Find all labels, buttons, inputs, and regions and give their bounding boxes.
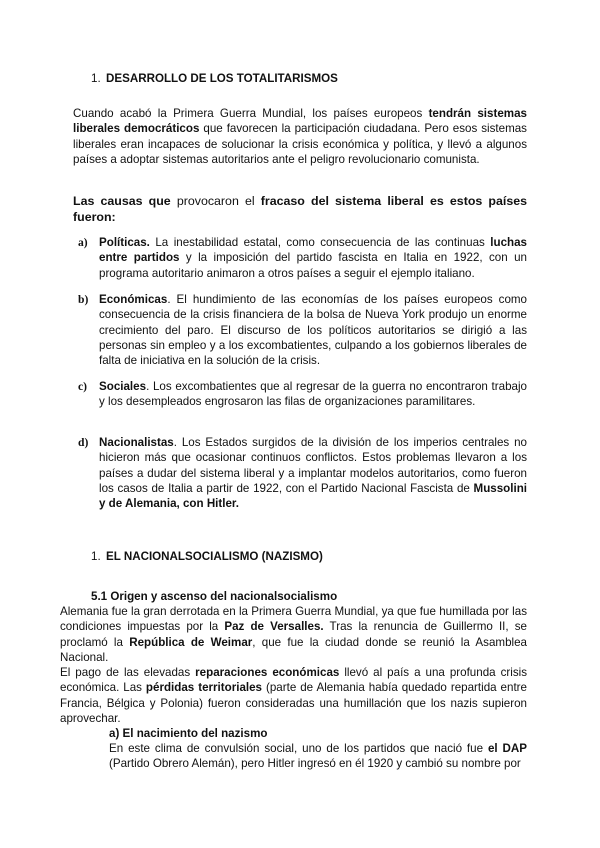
item-title: Económicas <box>99 293 168 306</box>
list-marker: b) <box>78 293 89 306</box>
item-text: y la imposición del partido fascista en Italia en 1922, con un programa autoritario animaron a otros países a seguir el ejemplo italiano. <box>99 251 528 280</box>
p2-bold: reparaciones económicas <box>195 666 340 679</box>
item-text: . El hundimiento de las economías de los países europeos como consecuencia de la crisis financiera de la bolsa de Nueva York produjo un enorme crecimiento del paro. El discurso de los políticos autoritarios se dirigió a las personas sin empleo y a los excombatientes, culpando a los gobiernos liberales de falta de iniciativa en la solución de la crisis. <box>99 293 527 368</box>
p1-text: Tras la renuncia de Guillermo II, se proclamó la <box>60 620 527 649</box>
item-title: Políticas. <box>99 236 150 249</box>
section-number: 1. <box>91 550 101 563</box>
intro-bold: tendrán sistemas liberales democráticos <box>73 107 527 136</box>
causes-text: provocaron el <box>170 194 261 208</box>
section-heading-totalitarismos <box>91 71 338 86</box>
item-text: . Los Estados surgidos de la división de los imperios centrales no hicieron más que ocasionar continuos conflictos. Estos problemas llevaron a los países a dudar del sistema liberal y a implantar modelos autoritarios, como fueron los casos de Italia a partir de 1922, con el Partido Nacional Fascista de <box>99 436 527 495</box>
p3-text: (Partido Obrero Alemán), pero Hitler ingresó en él 1920 y cambió su nombre por <box>109 757 521 771</box>
item-text: La inestabilidad estatal, como consecuencia de las continuas <box>149 236 491 249</box>
p3-bold: el DAP <box>487 742 528 755</box>
item-title: Nacionalistas <box>99 436 174 449</box>
subsection-title-origen: 5.1 Origen y ascenso del nacionalsocialismo <box>91 590 338 603</box>
p2-text: (parte de Alemania había quedado repartida entre Francia, Bélgica y Polonia) fueron consideradas una humillación que los nazis supieron aprovechar. <box>60 681 527 725</box>
causes-bold-2: fracaso del sistema liberal es estos países fueron: <box>73 194 528 224</box>
section-number: 1. <box>91 72 101 85</box>
intro-paragraph <box>73 106 527 167</box>
item-text: . Los excombatientes que al regresar de la guerra no encontraron trabajo y los desempleados engrosaron las filas de organizaciones paramilitares. <box>99 380 527 409</box>
subsection-title-nacimiento: a) El nacimiento del nazismo <box>109 727 268 740</box>
list-item-economicas <box>78 292 527 368</box>
p3-text: En este clima de convulsión social, uno de los partidos que nació fue <box>109 742 488 755</box>
p1-text: Alemania fue la gran derrotada en la Primera Guerra Mundial, ya que fue humillada por las condiciones impuestas por la <box>60 605 527 634</box>
list-item-politicas <box>78 235 527 281</box>
item-bold: Mussolini y de Alemania, con Hitler. <box>99 481 527 511</box>
p1-text: , que fue la ciudad donde se reunió la Asamblea Nacional. <box>60 635 527 664</box>
list-marker: d) <box>78 436 89 449</box>
list-marker: a) <box>78 236 88 249</box>
intro-text-2: que favorecen la participación ciudadana. Pero esos sistemas liberales eran incapaces de solucionar la crisis económica y política, y llevó a algunos países a adoptar sistemas autoritarios ante el peligro revolucionario comunista. <box>73 122 527 166</box>
list-marker: c) <box>78 380 88 393</box>
item-bold: luchas entre partidos <box>99 236 527 265</box>
paragraph-alemania <box>60 604 527 665</box>
item-title: Sociales <box>99 380 147 393</box>
p2-text: llevó al país a una profunda crisis económica. Las <box>60 666 527 695</box>
p2-text: El pago de las elevadas <box>60 666 196 679</box>
list-item-nacionalistas <box>78 435 527 511</box>
causes-bold-1: Las causas que <box>73 194 171 208</box>
p1-bold: República de Weimar <box>129 635 253 649</box>
intro-text-1: Cuando acabó la Primera Guerra Mundial, los países europeos <box>73 107 429 120</box>
section-title: DESARROLLO DE LOS TOTALITARISMOS <box>106 72 338 85</box>
list-item-sociales <box>78 379 527 410</box>
p2-bold: pérdidas territoriales <box>145 681 263 695</box>
paragraph-dap <box>109 741 527 772</box>
causes-paragraph <box>73 193 527 225</box>
p1-bold: Paz de Versalles. <box>224 620 324 634</box>
paragraph-reparaciones <box>60 665 527 726</box>
section-heading-nazismo <box>91 549 323 564</box>
section-title: EL NACIONALSOCIALISMO (NAZISMO) <box>106 550 323 563</box>
